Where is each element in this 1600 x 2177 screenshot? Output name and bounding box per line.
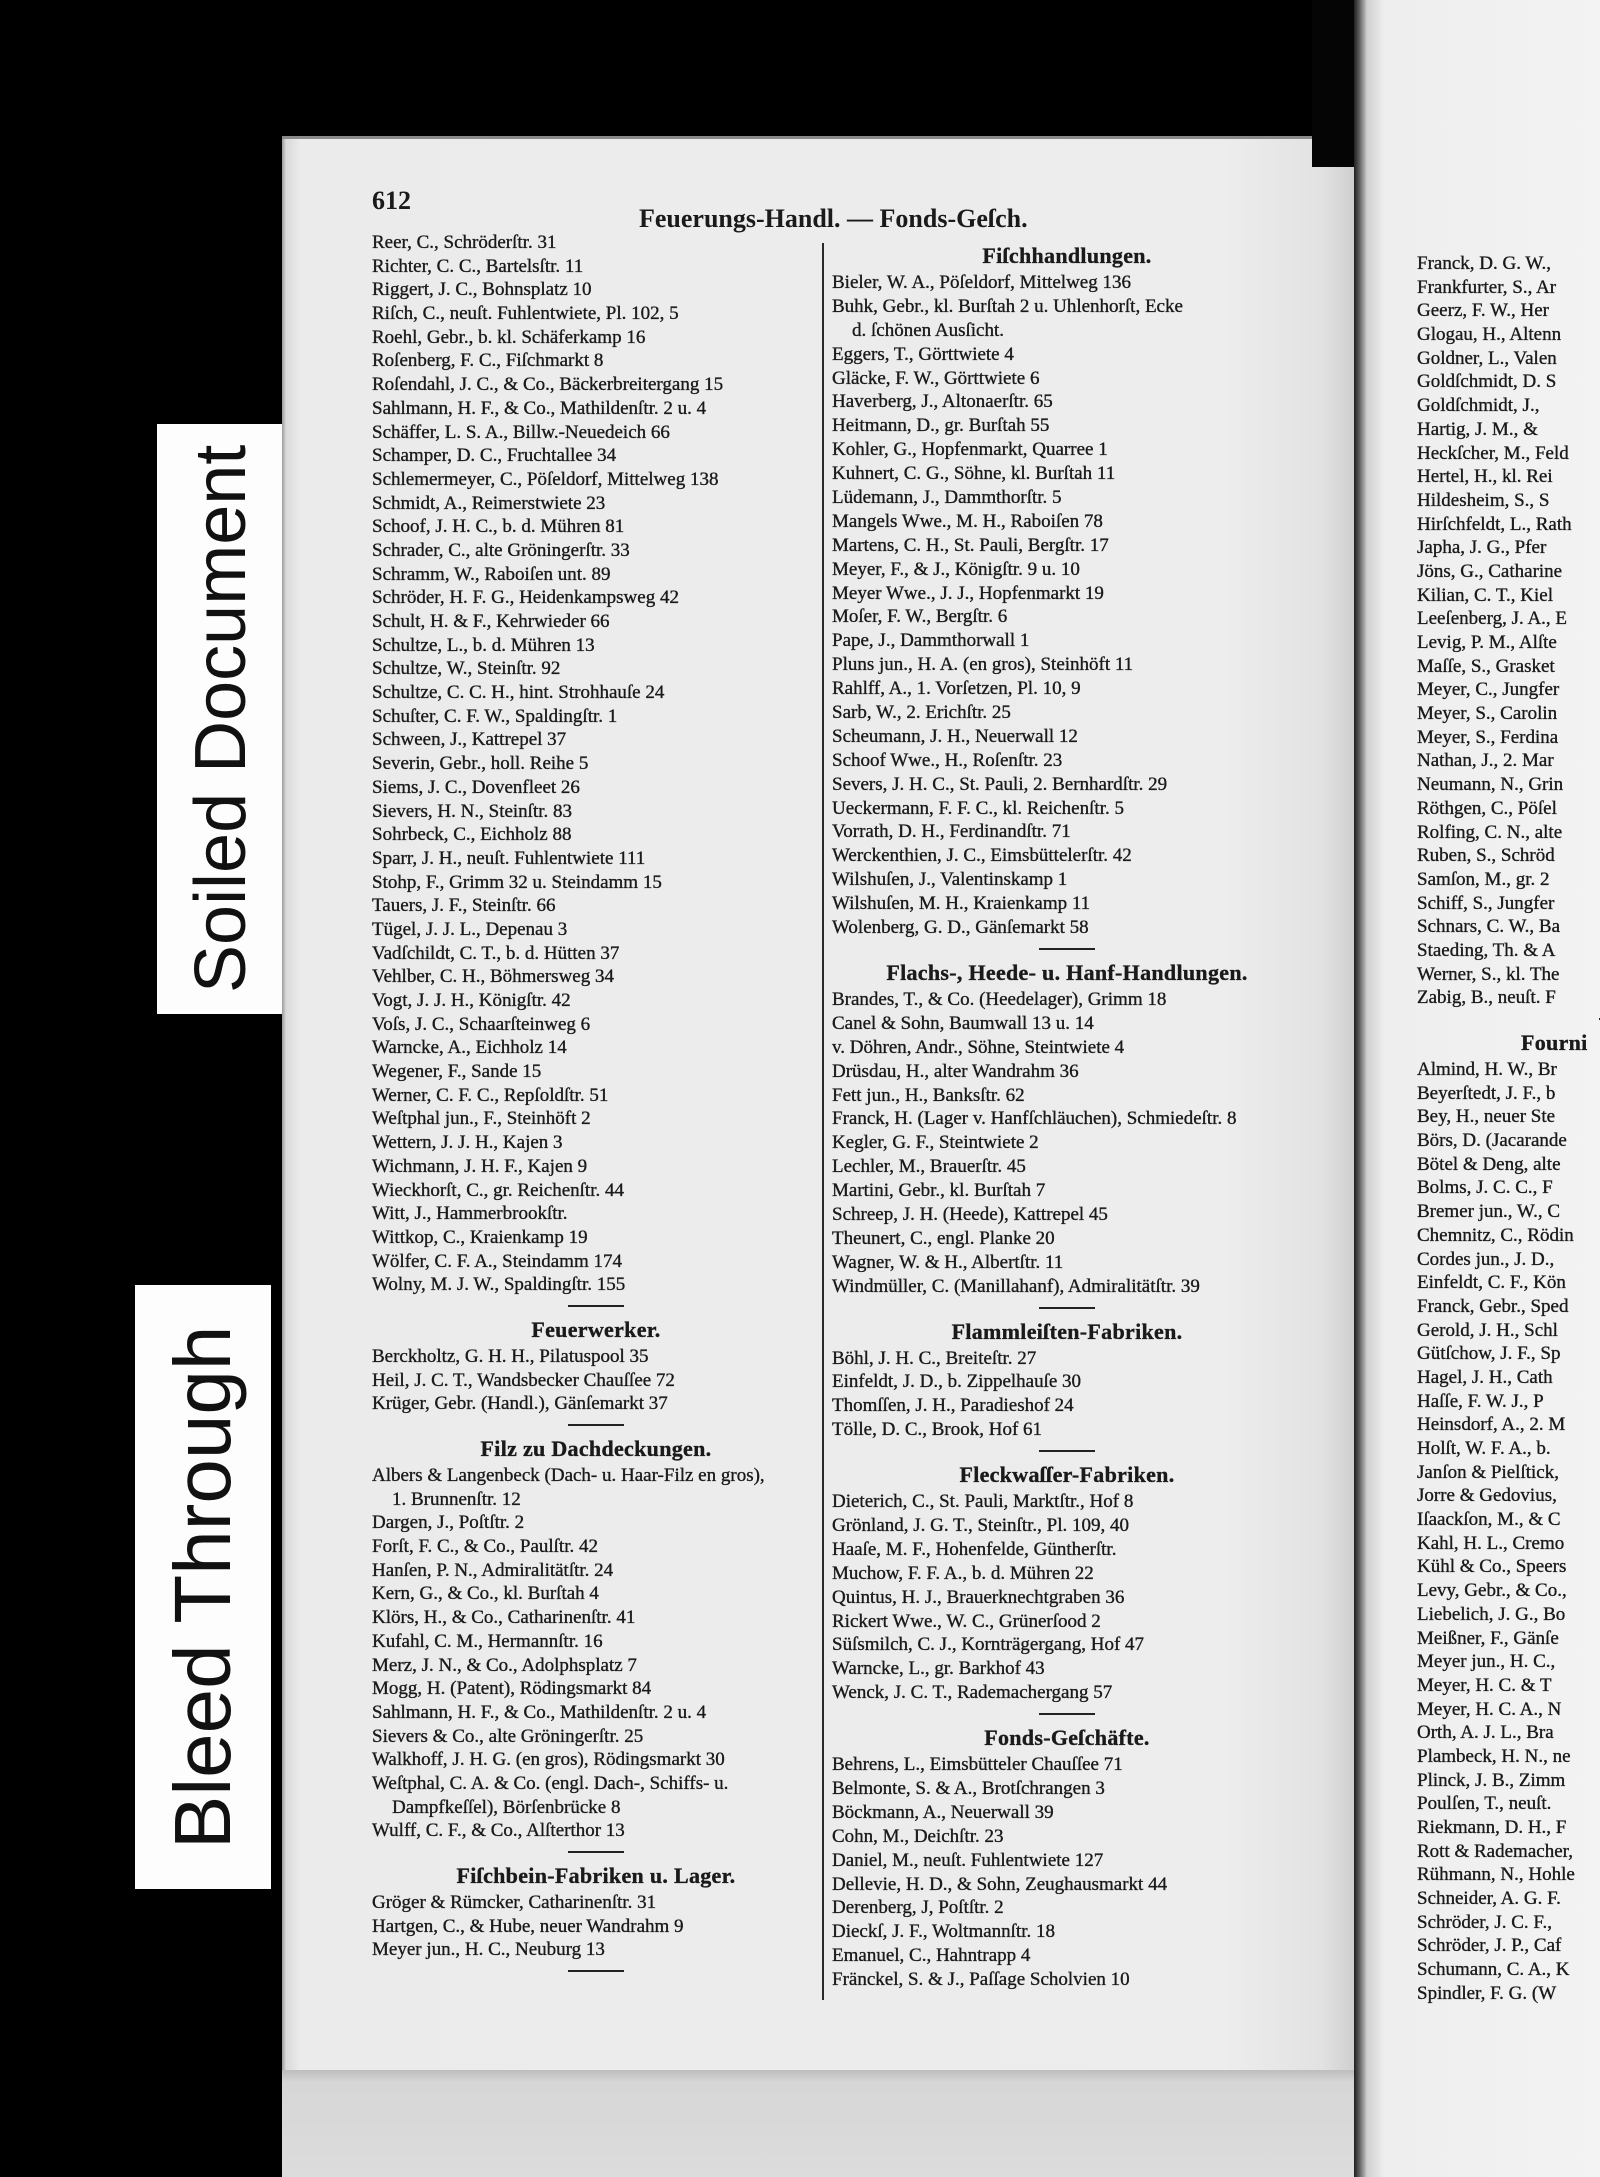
directory-entry: Emanuel, C., Hahntrapp 4: [832, 1945, 1031, 1967]
directory-entry: Haverberg, J., Altonaerſtr. 65: [832, 391, 1053, 413]
directory-entry: Haaſe, M. F., Hohenfelde, Güntherſtr.: [832, 1538, 1117, 1560]
directory-entry: Böckmann, A., Neuerwall 39: [832, 1801, 1054, 1823]
directory-entry: Wilshuſen, J., Valentinskamp 1: [832, 869, 1068, 891]
directory-entry: Kern, G., & Co., kl. Burſtah 4: [372, 1583, 599, 1605]
directory-entry: Wichmann, J. H. F., Kajen 9: [372, 1155, 588, 1177]
directory-entry: Rahlff, A., 1. Vorſetzen, Pl. 10, 9: [832, 678, 1081, 700]
directory-entry: Berckholtz, G. H. H., Pilatuspool 35: [372, 1345, 649, 1367]
directory-entry: Jorre & Gedovius,: [1417, 1485, 1557, 1507]
column-divider: [822, 243, 824, 2000]
directory-entry: Forſt, F. C., & Co., Paulſtr. 42: [372, 1536, 598, 1558]
directory-entry: Liebelich, J. G., Bo: [1417, 1603, 1566, 1625]
directory-entry: Schultze, C. C. H., hint. Strohhauſe 24: [372, 682, 665, 704]
entry-line: Weſtphal, C. A. & Co. (engl. Dach-, Schiffs- u.: [372, 1772, 729, 1794]
directory-entry: Merz, J. N., & Co., Adolphsplatz 7: [372, 1654, 637, 1676]
directory-entry: Lechler, M., Brauerſtr. 45: [832, 1156, 1026, 1178]
directory-entry: Kufahl, C. M., Hermannſtr. 16: [372, 1630, 603, 1652]
directory-entry: Werner, C. F. C., Repſoldſtr. 51: [372, 1084, 609, 1106]
directory-entry: Weſtphal jun., F., Steinhöft 2: [372, 1108, 591, 1130]
directory-entry: Nathan, J., 2. Mar: [1417, 750, 1554, 772]
directory-entry: Schuſter, C. F. W., Spaldingſtr. 1: [372, 705, 618, 727]
directory-entry: Reer, C., Schröderſtr. 31: [372, 232, 557, 253]
directory-entry: Schumann, C. A., K: [1417, 1959, 1570, 1981]
directory-entry: [832, 295, 1302, 343]
directory-entry: Chemnitz, C., Rödin: [1417, 1224, 1574, 1246]
directory-entry: Haſſe, F. W. J., P: [1417, 1390, 1544, 1412]
directory-entry: Kahl, H. L., Cremo: [1417, 1532, 1565, 1554]
directory-entry: Riggert, J. C., Bohnsplatz 10: [372, 279, 592, 301]
directory-entry: Leeſenberg, J. A., E: [1417, 608, 1568, 630]
directory-entry: Meyer, C., Jungfer: [1417, 679, 1560, 701]
section-heading: Flammleiſten-Fabriken.: [951, 1318, 1183, 1344]
directory-entry: Richter, C. C., Bartelsſtr. 11: [372, 255, 584, 277]
directory-entry: Heitmann, D., gr. Burſtah 55: [832, 415, 1050, 437]
directory-entry: Janſon & Pielſtick,: [1417, 1461, 1559, 1483]
binding-shadow-bar: [1312, 0, 1354, 167]
directory-entry: Bieler, W. A., Pöſeldorf, Mittelweg 136: [832, 272, 1131, 293]
directory-entry: Riſch, C., neuſt. Fuhlentwiete, Pl. 102, 5: [372, 303, 679, 325]
directory-entry: Bremer jun., W., C: [1417, 1201, 1561, 1223]
directory-entry: Dellevie, H. D., & Sohn, Zeughausmarkt 44: [832, 1873, 1168, 1895]
directory-entry: Severs, J. H. C., St. Pauli, 2. Bernhardſtr. 29: [832, 773, 1168, 795]
directory-entry: Schramm, W., Raboiſen unt. 89: [372, 563, 611, 585]
section-heading: Fleckwaſſer-Fabriken.: [959, 1462, 1175, 1488]
directory-entry: Witt, J., Hammerbrookſtr.: [372, 1203, 568, 1225]
facing-page-column: [1417, 252, 1600, 2006]
directory-entry: Werner, S., kl. The: [1417, 963, 1560, 985]
directory-entry: Thomſſen, J. H., Paradieshof 24: [832, 1395, 1074, 1417]
directory-entry: Ruben, S., Schröd: [1417, 845, 1555, 867]
directory-entry: Wenck, J. C. T., Rademachergang 57: [832, 1682, 1113, 1704]
directory-entry: Stohp, F., Grimm 32 u. Steindamm 15: [372, 871, 662, 893]
directory-entry: Sievers & Co., alte Gröningerſtr. 25: [372, 1725, 644, 1747]
directory-entry: Kohler, G., Hopfenmarkt, Quarree 1: [832, 439, 1108, 461]
directory-entry: Sarb, W., 2. Erichſtr. 25: [832, 702, 1011, 724]
directory-entry: Sahlmann, H. F., & Co., Mathildenſtr. 2 u. 4: [372, 1701, 707, 1723]
running-head: Feuerungs-Handl. — Fonds-Geſch.: [639, 204, 1028, 233]
directory-entry: Beyerſtedt, J. F., b: [1417, 1082, 1556, 1104]
entry-continuation: Dampfkeſſel), Börſenbrücke 8: [392, 1796, 621, 1818]
directory-entry: Cohn, M., Deichſtr. 23: [832, 1825, 1004, 1847]
directory-entry: Franck, H. (Lager v. Hanfſchläuchen), Schmiedeſtr. 8: [832, 1108, 1237, 1130]
directory-entry: v. Döhren, Andr., Söhne, Steintwiete 4: [832, 1036, 1125, 1058]
section-heading: Feuerwerker.: [531, 1316, 661, 1342]
directory-entry: Meyer jun., H. C.,: [1417, 1651, 1556, 1673]
directory-entry: Schiff, S., Jungfer: [1417, 892, 1555, 914]
directory-entry: [372, 1464, 820, 1511]
directory-entry: Vadſchildt, C. T., b. d. Hütten 37: [372, 942, 620, 964]
section-rule: [1417, 1010, 1600, 1028]
directory-entry: Rühmann, N., Hohle: [1417, 1864, 1575, 1886]
directory-entry: Einfeldt, C. F., Kön: [1417, 1272, 1566, 1294]
directory-entry: Schultze, W., Steinſtr. 92: [372, 658, 561, 680]
directory-entry: Wölfer, C. F. A., Steindamm 174: [372, 1250, 622, 1272]
directory-entry: Wolenberg, G. D., Gänſemarkt 58: [832, 917, 1089, 939]
directory-entry: Gläcke, F. W., Görttwiete 6: [832, 367, 1040, 389]
directory-entry: Meyer, S., Carolin: [1417, 703, 1558, 725]
directory-entry: Bey, H., neuer Ste: [1417, 1106, 1556, 1128]
directory-entry: Moſer, F. W., Bergſtr. 6: [832, 606, 1008, 628]
directory-entry: Levy, Gebr., & Co.,: [1417, 1580, 1567, 1602]
directory-entry: Kegler, G. F., Steintwiete 2: [832, 1132, 1039, 1154]
directory-entry: Warncke, A., Eichholz 14: [372, 1037, 567, 1059]
directory-entry: Eggers, T., Görttwiete 4: [832, 343, 1014, 365]
directory-entry: Dieterich, C., St. Pauli, Marktſtr., Hof 8: [832, 1491, 1134, 1513]
entry-continuation: 1. Brunnenſtr. 12: [392, 1488, 521, 1510]
directory-entry: Franck, D. G. W.,: [1417, 253, 1552, 274]
directory-entry: Hildesheim, S., S: [1417, 489, 1550, 511]
directory-entry: Grönland, J. G. T., Steinſtr., Pl. 109, 40: [832, 1514, 1129, 1536]
directory-entry: Voſs, J. C., Schaarſteinweg 6: [372, 1013, 591, 1035]
directory-entry: Martini, Gebr., kl. Burſtah 7: [832, 1180, 1046, 1202]
directory-entry: Schneider, A. G. F.: [1417, 1888, 1561, 1910]
directory-entry: Kühl & Co., Speers: [1417, 1556, 1567, 1578]
entry-continuation: d. ſchönen Ausſicht.: [852, 319, 1004, 341]
directory-entry: Daniel, M., neuſt. Fuhlentwiete 127: [832, 1849, 1104, 1871]
directory-entry: Hartig, J. M., &: [1417, 418, 1538, 440]
directory-entry: Glogau, H., Altenn: [1417, 324, 1562, 346]
section-rule: [372, 1843, 820, 1861]
directory-entry: Wieckhorſt, C., gr. Reichenſtr. 44: [372, 1179, 624, 1201]
directory-entry: Tauers, J. F., Steinſtr. 66: [372, 895, 556, 917]
directory-entry: Goldſchmidt, D. S: [1417, 371, 1557, 393]
section-rule: [372, 1297, 820, 1315]
directory-entry: Belmonte, S. & A., Brotſchrangen 3: [832, 1777, 1105, 1799]
section-rule: [372, 1962, 820, 1980]
directory-entry: Poulſen, T., neuſt.: [1417, 1793, 1552, 1815]
section-heading: Fourni: [1521, 1030, 1588, 1055]
directory-entry: Mogg, H. (Patent), Rödingsmarkt 84: [372, 1678, 652, 1700]
directory-entry: Schreep, J. H. (Heede), Kattrepel 45: [832, 1203, 1108, 1225]
directory-entry: Börs, D. (Jacarande: [1417, 1130, 1567, 1152]
directory-entry: Derenberg, J, Poſtſtr. 2: [832, 1897, 1004, 1919]
section-rule: [832, 1442, 1302, 1460]
directory-entry: Pape, J., Dammthorwall 1: [832, 630, 1030, 652]
directory-entry: Behrens, L., Eimsbütteler Chauſſee 71: [832, 1754, 1123, 1776]
directory-entry: Goldſchmidt, J.,: [1417, 395, 1540, 417]
directory-entry: Schröder, J. P., Caf: [1417, 1935, 1562, 1957]
directory-entry: Krüger, Gebr. (Handl.), Gänſemarkt 37: [372, 1393, 668, 1415]
directory-entry: Goldner, L., Valen: [1417, 347, 1557, 369]
entry-line: Albers & Langenbeck (Dach- u. Haar-Filz en gros),: [372, 1465, 765, 1486]
directory-entry: Klörs, H., & Co., Catharinenſtr. 41: [372, 1607, 636, 1629]
page-number: 612: [372, 186, 411, 215]
directory-entry: Süſsmilch, C. J., Kornträgergang, Hof 47: [832, 1634, 1145, 1656]
directory-entry: [372, 1772, 820, 1819]
directory-entry: Bolms, J. C. C., F: [1417, 1177, 1553, 1199]
right-column: [832, 241, 1302, 1992]
scanner-bottom-margin: [282, 2070, 1354, 2177]
directory-entry: Schlemermeyer, C., Pöſeldorf, Mittelweg 138: [372, 468, 719, 490]
directory-entry: Japha, J. G., Pfer: [1417, 537, 1547, 559]
section-rule: [372, 1416, 820, 1434]
directory-entry: Martens, C. H., St. Pauli, Bergſtr. 17: [832, 534, 1109, 556]
directory-entry: Wilshuſen, M. H., Kraienkamp 11: [832, 893, 1091, 915]
directory-entry: Rickert Wwe., W. C., Grünerſood 2: [832, 1610, 1101, 1632]
soiled-document-label: Soiled Document: [157, 424, 285, 1014]
directory-entry: Heinsdorf, A., 2. M: [1417, 1414, 1566, 1436]
directory-entry: Franck, Gebr., Sped: [1417, 1295, 1569, 1317]
directory-entry: Fett jun., H., Banksſtr. 62: [832, 1084, 1025, 1106]
directory-entry: Rolfing, C. N., alte: [1417, 821, 1563, 843]
directory-entry: Scheumann, J. H., Neuerwall 12: [832, 725, 1078, 747]
directory-entry: Schoof, J. H. C., b. d. Mühren 81: [372, 516, 625, 538]
directory-entry: Mangels Wwe., M. H., Raboiſen 78: [832, 510, 1103, 532]
directory-entry: Gerold, J. H., Schl: [1417, 1319, 1558, 1341]
directory-entry: Heckſcher, M., Feld: [1417, 442, 1569, 464]
directory-entry: Schoof Wwe., H., Roſenſtr. 23: [832, 749, 1063, 771]
directory-entry: Schnars, C. W., Ba: [1417, 916, 1561, 938]
directory-entry: Böhl, J. H. C., Breiteſtr. 27: [832, 1347, 1037, 1369]
directory-entry: Lüdemann, J., Dammthorſtr. 5: [832, 487, 1062, 509]
directory-entry: Schmidt, A., Reimerstwiete 23: [372, 492, 606, 514]
directory-entry: Schamper, D. C., Fruchtallee 34: [372, 445, 617, 467]
directory-entry: Schultze, L., b. d. Mühren 13: [372, 634, 595, 656]
directory-entry: Frankfurter, S., Ar: [1417, 276, 1557, 298]
directory-entry: Roehl, Gebr., b. kl. Schäferkamp 16: [372, 326, 646, 348]
directory-entry: Canel & Sohn, Baumwall 13 u. 14: [832, 1012, 1094, 1034]
directory-entry: Schult, H. & F., Kehrwieder 66: [372, 611, 610, 632]
directory-entry: Vehlber, C. H., Böhmersweg 34: [372, 966, 614, 988]
directory-entry: Röthgen, C., Pöſel: [1417, 797, 1557, 819]
directory-entry: Hertel, H., kl. Rei: [1417, 466, 1553, 488]
directory-entry: Drüsdau, H., alter Wandrahm 36: [832, 1060, 1079, 1082]
directory-entry: Quintus, H. J., Brauerknechtgraben 36: [832, 1586, 1125, 1608]
directory-entry: Ueckermann, F. F. C., kl. Reichenſtr. 5: [832, 797, 1124, 819]
directory-entry: Gütſchow, J. F., Sp: [1417, 1343, 1561, 1365]
directory-entry: Einfeldt, J. D., b. Zippelhauſe 30: [832, 1371, 1082, 1393]
directory-entry: Werckenthien, J. C., Eimsbüttelerſtr. 42: [832, 845, 1132, 867]
facing-page: [1354, 0, 1600, 2177]
directory-entry: Schröder, H. F. G., Heidenkampsweg 42: [372, 587, 679, 609]
directory-entry: Meyer jun., H. C., Neuburg 13: [372, 1939, 605, 1961]
directory-entry: Meißner, F., Gänſe: [1417, 1627, 1559, 1649]
directory-entry: Jöns, G., Catharine: [1417, 560, 1563, 582]
directory-entry: Hartgen, C., & Hube, neuer Wandrahm 9: [372, 1915, 684, 1937]
directory-entry: Windmüller, C. (Manillahanf), Admiralitätſtr. 39: [832, 1275, 1200, 1297]
directory-entry: Vogt, J. J. H., Königſtr. 42: [372, 990, 571, 1011]
section-rule: [832, 1299, 1302, 1317]
directory-entry: Muchow, F. F. A., b. d. Mühren 22: [832, 1562, 1094, 1584]
directory-entry: Kilian, C. T., Kiel: [1417, 584, 1553, 606]
directory-entry: Dieckſ, J. F., Woltmannſtr. 18: [832, 1921, 1056, 1943]
section-heading: Filz zu Dachdeckungen.: [480, 1436, 712, 1461]
directory-entry: Bötel & Deng, alte: [1417, 1153, 1561, 1175]
directory-entry: Zabig, B., neuſt. F: [1417, 987, 1556, 1009]
directory-entry: Fränckel, S. & J., Paſſage Scholvien 10: [832, 1969, 1130, 1991]
section-heading: Fonds-Geſchäfte.: [984, 1725, 1150, 1751]
directory-entry: Schrader, C., alte Gröningerſtr. 33: [372, 539, 630, 561]
directory-entry: Tölle, D. C., Brook, Hof 61: [832, 1419, 1043, 1441]
directory-entry: Roſendahl, J. C., & Co., Bäckerbreitergang 15: [372, 374, 724, 396]
directory-entry: Wagner, W. & H., Albertſtr. 11: [832, 1251, 1064, 1273]
directory-entry: Neumann, N., Grin: [1417, 774, 1564, 796]
directory-entry: Sparr, J. H., neuſt. Fuhlentwiete 111: [372, 847, 646, 869]
directory-entry: Meyer, S., Ferdina: [1417, 726, 1559, 748]
directory-entry: Samſon, M., gr. 2: [1417, 868, 1550, 890]
directory-entry: Almind, H. W., Br: [1417, 1059, 1557, 1080]
entry-line: Buhk, Gebr., kl. Burſtah 2 u. Uhlenhorſt, Ecke: [832, 295, 1183, 317]
directory-entry: Geerz, F. W., Her: [1417, 300, 1549, 322]
directory-entry: Riekmann, D. H., F: [1417, 1817, 1567, 1838]
directory-entry: Iſaackſon, M., & C: [1417, 1509, 1561, 1531]
directory-entry: Meyer, H. C. A., N: [1417, 1698, 1562, 1720]
directory-entry: Siems, J. C., Dovenfleet 26: [372, 776, 580, 798]
section-heading: Fiſchbein-Fabriken u. Lager.: [456, 1863, 736, 1888]
directory-entry: Schween, J., Kattrepel 37: [372, 729, 567, 751]
directory-entry: Gröger & Rümcker, Catharinenſtr. 31: [372, 1892, 657, 1913]
section-heading: Fiſchhandlungen.: [982, 243, 1152, 268]
bleed-through-label: Bleed Through: [135, 1285, 271, 1889]
directory-entry: Roſenberg, F. C., Fiſchmarkt 8: [372, 350, 604, 372]
directory-entry: Plambeck, H. N., ne: [1417, 1745, 1571, 1767]
section-rule: [832, 1705, 1302, 1723]
directory-entry: Walkhoff, J. H. G. (en gros), Rödingsmarkt 30: [372, 1749, 725, 1771]
directory-entry: Wittkop, C., Kraienkamp 19: [372, 1226, 588, 1248]
directory-entry: Tügel, J. J. L., Depenau 3: [372, 918, 568, 940]
directory-entry: Meyer Wwe., J. J., Hopfenmarkt 19: [832, 582, 1104, 604]
directory-entry: Sohrbeck, C., Eichholz 88: [372, 824, 572, 846]
directory-entry: Hagel, J. H., Cath: [1417, 1366, 1553, 1388]
directory-entry: Meyer, H. C. & T: [1417, 1674, 1552, 1696]
directory-entry: Schröder, J. C. F.,: [1417, 1911, 1552, 1933]
directory-entry: Meyer, F., & J., Königſtr. 9 u. 10: [832, 558, 1080, 580]
directory-entry: Wulff, C. F., & Co., Alſterthor 13: [372, 1820, 625, 1842]
directory-entry: Severin, Gebr., holl. Reihe 5: [372, 753, 589, 775]
directory-entry: Vorrath, D. H., Ferdinandſtr. 71: [832, 821, 1071, 843]
directory-entry: Levig, P. M., Alſte: [1417, 632, 1557, 653]
directory-entry: Maſſe, S., Grasket: [1417, 655, 1555, 677]
directory-entry: Sievers, H. N., Steinſtr. 83: [372, 800, 573, 822]
directory-entry: Holſt, W. F. A., b.: [1417, 1438, 1551, 1459]
directory-entry: Schäffer, L. S. A., Billw.-Neuedeich 66: [372, 421, 670, 443]
left-column: [372, 231, 820, 1980]
directory-entry: Rott & Rademacher,: [1417, 1840, 1573, 1862]
directory-entry: Staeding, Th. & A: [1417, 939, 1556, 961]
section-rule: [832, 940, 1302, 958]
directory-entry: Wettern, J. J. H., Kajen 3: [372, 1132, 563, 1154]
directory-entry: Theunert, C., engl. Planke 20: [832, 1227, 1055, 1249]
directory-entry: Dargen, J., Poſtſtr. 2: [372, 1512, 525, 1534]
directory-entry: Cordes jun., J. D.,: [1417, 1248, 1555, 1270]
directory-entry: Kuhnert, C. G., Söhne, kl. Burſtah 11: [832, 463, 1116, 485]
directory-entry: Hanſen, P. N., Admiralitätſtr. 24: [372, 1559, 614, 1581]
directory-entry: Brandes, T., & Co. (Heedelager), Grimm 18: [832, 988, 1167, 1010]
directory-entry: Sahlmann, H. F., & Co., Mathildenſtr. 2 u. 4: [372, 397, 707, 419]
directory-entry: Hirſchfeldt, L., Rath: [1417, 513, 1572, 535]
directory-entry: Pluns jun., H. A. (en gros), Steinhöft 11: [832, 654, 1134, 676]
directory-entry: Spindler, F. G. (W: [1417, 1982, 1557, 2004]
directory-entry: Heil, J. C. T., Wandsbecker Chauſſee 72: [372, 1369, 675, 1391]
directory-entry: Wolny, M. J. W., Spaldingſtr. 155: [372, 1274, 626, 1296]
directory-entry: Wegener, F., Sande 15: [372, 1061, 542, 1083]
section-heading: Flachs-, Heede- u. Hanf-Handlungen.: [886, 959, 1248, 985]
directory-entry: Plinck, J. B., Zimm: [1417, 1769, 1566, 1791]
directory-entry: Orth, A. J. L., Bra: [1417, 1722, 1554, 1744]
directory-entry: Warncke, L., gr. Barkhof 43: [832, 1658, 1045, 1680]
